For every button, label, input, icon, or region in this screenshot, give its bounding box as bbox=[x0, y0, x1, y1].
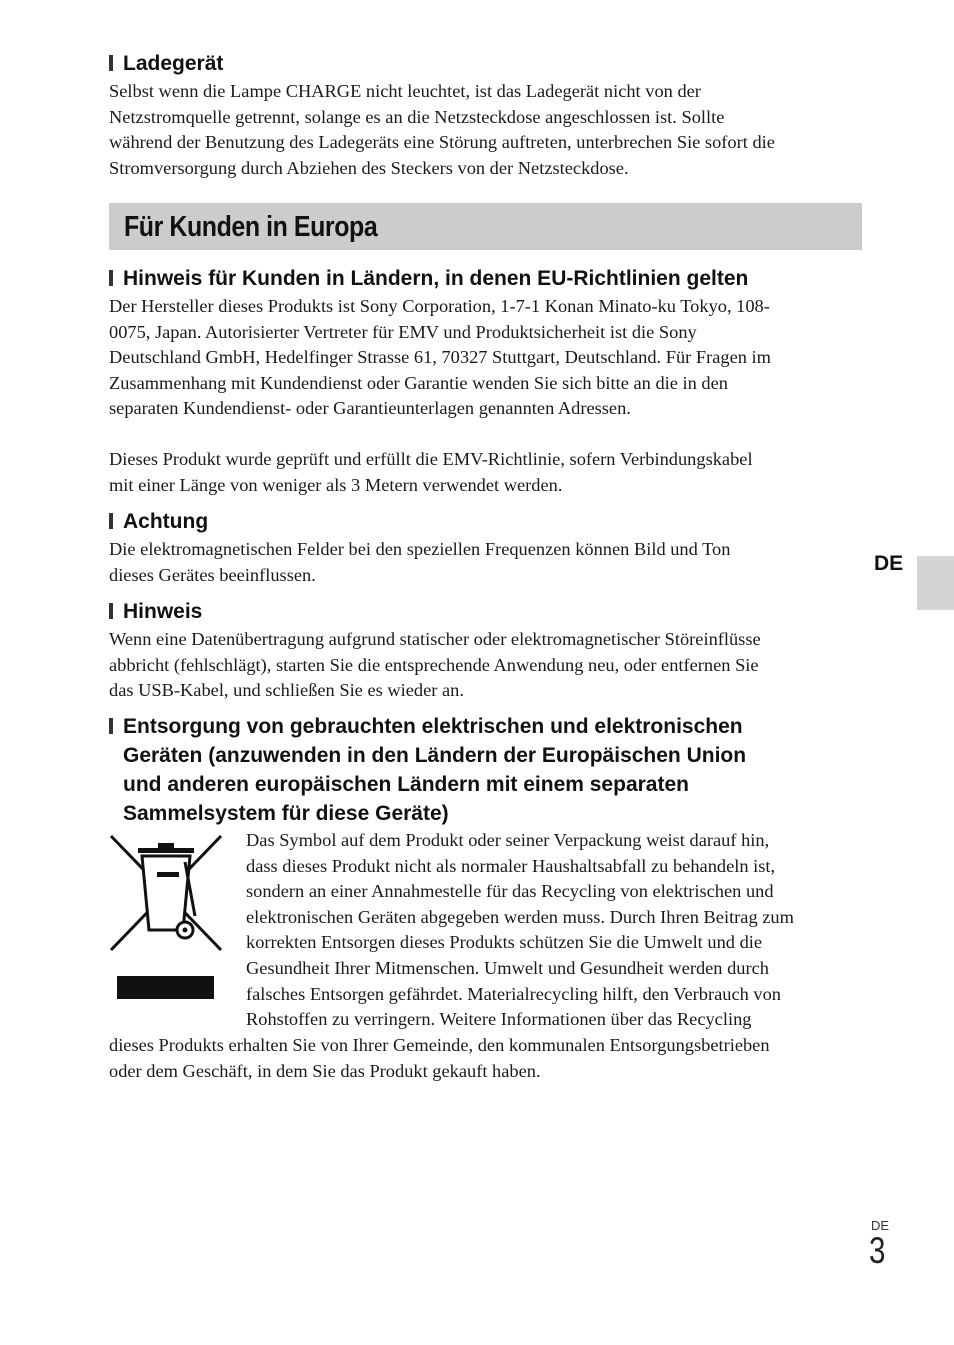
language-side-tab-label: DE bbox=[874, 552, 904, 575]
text-line: elektronischen Geräten abgegeben werden muss. Durch Ihren Beitrag zum bbox=[246, 906, 794, 927]
note-paragraph bbox=[109, 627, 869, 704]
page-language-label: DE bbox=[871, 1218, 890, 1233]
text-line: dass dieses Produkt nicht als normaler Haushaltsabfall zu behandeln ist, bbox=[246, 855, 776, 876]
text-line: Zusammenhang mit Kundendienst oder Garantie wenden Sie sich bitte an die in den bbox=[109, 372, 728, 393]
text-line: Die elektromagnetischen Felder bei den speziellen Frequenzen können Bild und Ton bbox=[109, 539, 731, 559]
text-line: Stromversorgung durch Abziehen des Steckers von der Netzsteckdose. bbox=[109, 157, 629, 178]
text-line: falsches Entsorgen gefährdet. Materialrecycling hilft, den Verbrauch von bbox=[246, 983, 782, 1004]
charger-paragraph bbox=[109, 79, 869, 181]
text-line: oder dem Geschäft, in dem Sie das Produkt gekauft haben. bbox=[109, 1060, 541, 1081]
language-side-tab bbox=[917, 556, 954, 610]
crossed-out-wheelie-bin-icon bbox=[109, 834, 223, 1002]
text-line: separaten Kundendienst- oder Garantieunterlagen genannten Adressen. bbox=[109, 398, 631, 419]
heading-marker bbox=[109, 270, 113, 286]
disposal-wrapped-paragraph bbox=[246, 828, 866, 1033]
text-line: Selbst wenn die Lampe CHARGE nicht leuchtet, ist das Ladegerät nicht von der bbox=[109, 81, 701, 101]
section-heading-caution: Achtung bbox=[109, 507, 869, 536]
text-line: Gesundheit Ihrer Mitmenschen. Umwelt und Gesundheit werden durch bbox=[246, 957, 769, 978]
text-line: Netzstromquelle getrennt, solange es an die Netzsteckdose angeschlossen ist. Sollte bbox=[109, 106, 725, 127]
section-heading-charger: Ladegerät bbox=[109, 49, 869, 78]
text-line: während der Benutzung des Ladegeräts eine Störung auftreten, unterbrechen Sie sofort die bbox=[109, 132, 775, 153]
text-line: Das Symbol auf dem Produkt oder seiner Verpackung weist darauf hin, bbox=[246, 830, 770, 850]
eu-notice-paragraph bbox=[109, 294, 869, 422]
caution-paragraph bbox=[109, 537, 869, 588]
section-heading-note: Hinweis bbox=[109, 597, 869, 626]
text-line: das USB-Kabel, und schließen Sie es wieder an. bbox=[109, 680, 464, 701]
section-heading-eu-notice: Hinweis für Kunden in Ländern, in denen EU-Richtlinien gelten bbox=[109, 264, 869, 293]
section-heading-disposal: Entsorgung von gebrauchten elektrischen und elektronischen Geräten (anzuwenden in den Ländern der Europäischen Union und anderen europäischen Ländern mit einem separaten Sammelsystem für diese Geräte) bbox=[109, 712, 869, 828]
text-line: korrekten Entsorgen dieses Produkts schützen Sie die Umwelt und die bbox=[246, 932, 763, 953]
section-banner bbox=[109, 203, 862, 250]
text-line: mit einer Länge von weniger als 3 Metern verwendet werden. bbox=[109, 474, 563, 495]
emv-paragraph bbox=[109, 447, 869, 498]
text-line: 0075, Japan. Autorisierter Vertreter für EMV und Produktsicherheit ist die Sony bbox=[109, 321, 697, 342]
disposal-full-paragraph bbox=[109, 1033, 869, 1084]
text-line: Rohstoffen zu verringern. Weitere Informationen über das Recycling bbox=[246, 1009, 752, 1030]
text-line: Dieses Produkt wurde geprüft und erfüllt die EMV-Richtlinie, sofern Verbindungskabel bbox=[109, 449, 753, 469]
heading-marker bbox=[109, 718, 113, 734]
heading-marker bbox=[109, 603, 113, 619]
text-line: dieses Produkts erhalten Sie von Ihrer Gemeinde, den kommunalen Entsorgungsbetrieben bbox=[109, 1035, 770, 1055]
text-line: abbricht (fehlschlägt), starten Sie die entsprechende Anwendung neu, oder entfernen Sie bbox=[109, 654, 759, 675]
page-number: 3 bbox=[869, 1230, 886, 1271]
heading-marker bbox=[109, 513, 113, 529]
text-line: Deutschland GmbH, Hedelfinger Strasse 61, 70327 Stuttgart, Deutschland. Für Fragen im bbox=[109, 347, 771, 368]
text-line: Wenn eine Datenübertragung aufgrund statischer oder elektromagnetischer Störeinflüsse bbox=[109, 629, 761, 649]
text-line: dieses Gerätes beeinflussen. bbox=[109, 564, 316, 585]
heading-marker bbox=[109, 55, 113, 71]
text-line: sondern an einer Annahmestelle für das Recycling von elektrischen und bbox=[246, 881, 774, 902]
text-line: Der Hersteller dieses Produkts ist Sony Corporation, 1-7-1 Konan Minato-ku Tokyo, 108- bbox=[109, 296, 770, 316]
banner-title: Für Kunden in Europa bbox=[124, 211, 378, 243]
